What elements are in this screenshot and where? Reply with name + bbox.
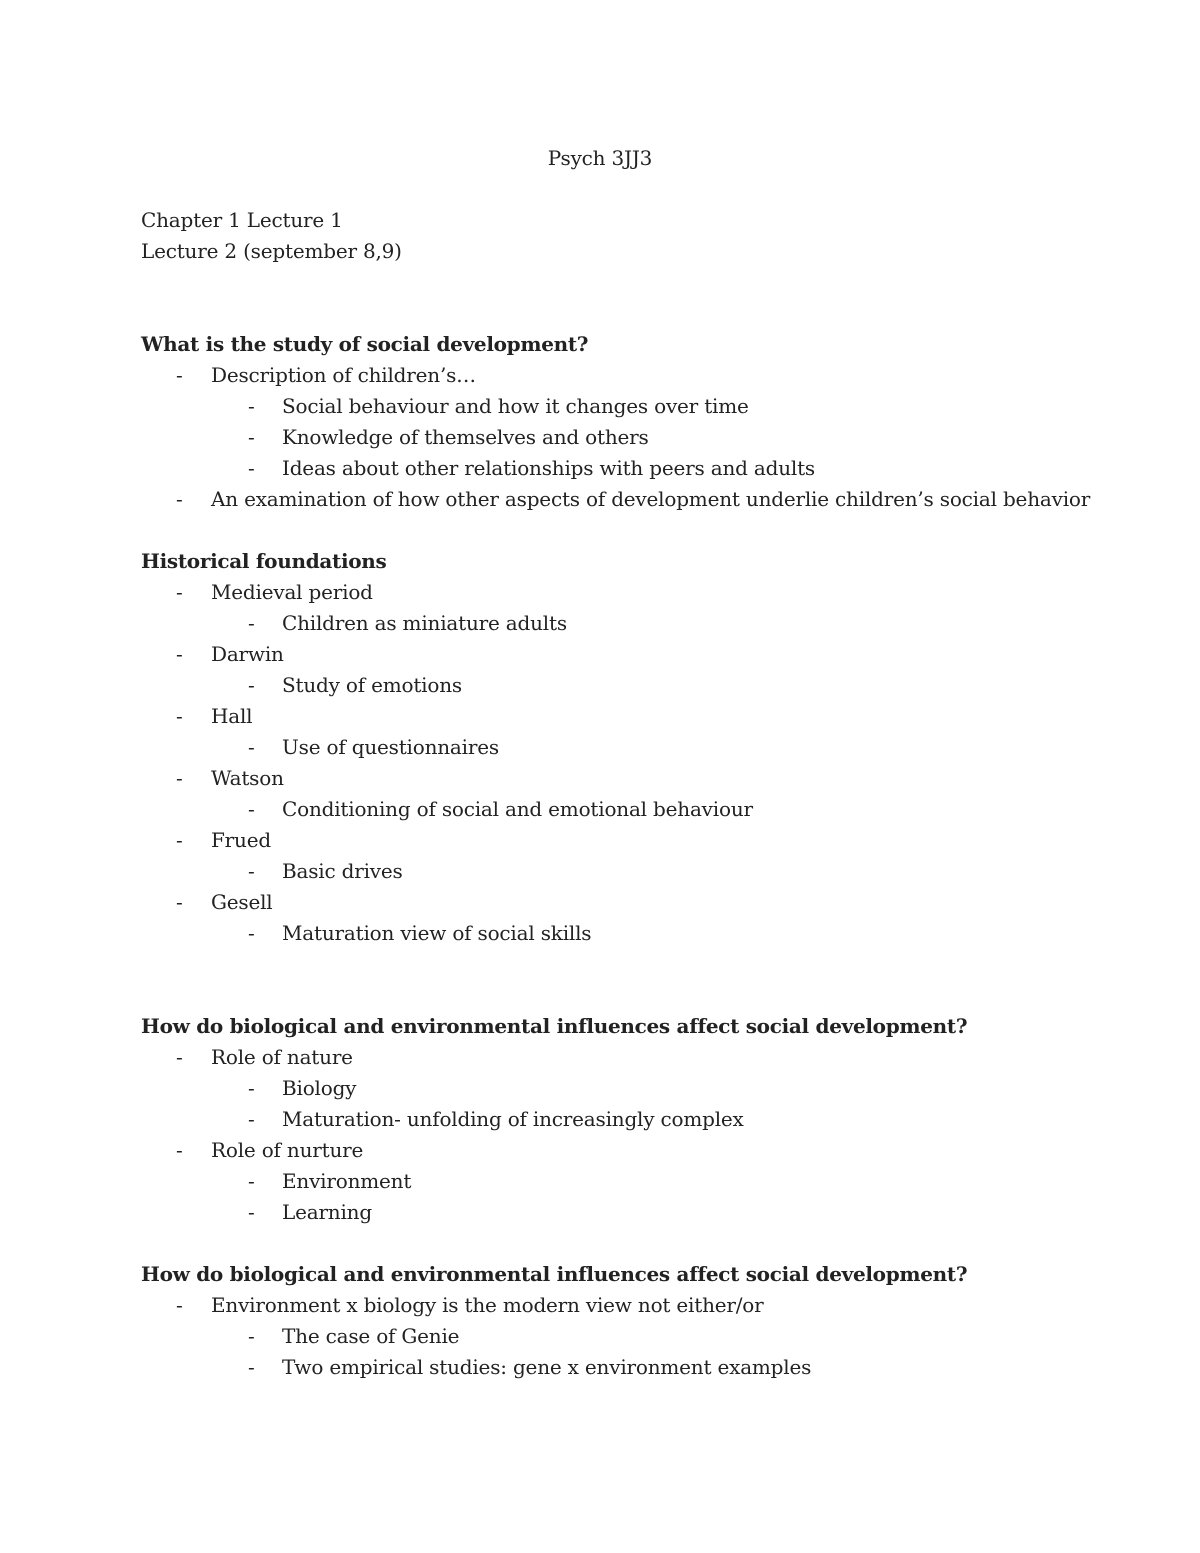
bullet-dash: - bbox=[248, 1107, 255, 1131]
bullet-dash: - bbox=[176, 363, 183, 387]
section-heading-historical-foundations: Historical foundations bbox=[141, 549, 387, 573]
sub-list-item: - The case of Genie bbox=[0, 1321, 1200, 1352]
bullet-dash: - bbox=[176, 580, 183, 604]
bullet-dash: - bbox=[248, 456, 255, 480]
list-item: - Darwin bbox=[0, 639, 1200, 670]
bullet-dash: - bbox=[248, 1169, 255, 1193]
section-heading-influences-2: How do biological and environmental influences affect social development? bbox=[141, 1262, 968, 1286]
bullet-dash: - bbox=[248, 1355, 255, 1379]
bullet-dash: - bbox=[248, 859, 255, 883]
list-item: - Description of children’s… bbox=[0, 360, 1200, 391]
bullet-dash: - bbox=[176, 1138, 183, 1162]
bullet-dash: - bbox=[176, 1293, 183, 1317]
bullet-dash: - bbox=[248, 673, 255, 697]
bullet-dash: - bbox=[176, 828, 183, 852]
bullet-dash: - bbox=[248, 921, 255, 945]
list-item: - Gesell bbox=[0, 887, 1200, 918]
bullet-dash: - bbox=[248, 425, 255, 449]
list-item: - Environment x biology is the modern view not either/or bbox=[0, 1290, 1200, 1321]
sub-list-item: - Use of questionnaires bbox=[0, 732, 1200, 763]
bullet-dash: - bbox=[176, 1045, 183, 1069]
list-item: - Medieval period bbox=[0, 577, 1200, 608]
sub-list-item: - Children as miniature adults bbox=[0, 608, 1200, 639]
bullet-dash: - bbox=[248, 394, 255, 418]
section-heading-influences-1: How do biological and environmental influences affect social development? bbox=[141, 1014, 968, 1038]
sub-list-item: - Maturation view of social skills bbox=[0, 918, 1200, 949]
list-item: - Watson bbox=[0, 763, 1200, 794]
bullet-dash: - bbox=[176, 890, 183, 914]
document-title: Psych 3JJ3 bbox=[547, 146, 653, 170]
bullet-dash: - bbox=[248, 1076, 255, 1100]
sub-list-item: - Conditioning of social and emotional behaviour bbox=[0, 794, 1200, 825]
sub-list-item: - Maturation- unfolding of increasingly complex bbox=[0, 1104, 1200, 1135]
sub-list-item: - Two empirical studies: gene x environment examples bbox=[0, 1352, 1200, 1383]
section-heading-social-development: What is the study of social development? bbox=[141, 332, 589, 356]
list-item: - An examination of how other aspects of development underlie children’s social behavior bbox=[0, 484, 1200, 515]
list-item: - Hall bbox=[0, 701, 1200, 732]
bullet-dash: - bbox=[176, 704, 183, 728]
bullet-dash: - bbox=[248, 735, 255, 759]
bullet-dash: - bbox=[248, 797, 255, 821]
sub-list-item: - Study of emotions bbox=[0, 670, 1200, 701]
sub-list-item: - Knowledge of themselves and others bbox=[0, 422, 1200, 453]
list-item: - Role of nature bbox=[0, 1042, 1200, 1073]
bullet-dash: - bbox=[248, 1324, 255, 1348]
sub-list-item: - Basic drives bbox=[0, 856, 1200, 887]
bullet-dash: - bbox=[248, 611, 255, 635]
bullet-dash: - bbox=[176, 766, 183, 790]
sub-list-item: - Environment bbox=[0, 1166, 1200, 1197]
lecture-line: Lecture 2 (september 8,9) bbox=[141, 239, 402, 263]
sub-list-item: - Ideas about other relationships with peers and adults bbox=[0, 453, 1200, 484]
sub-list-item: - Learning bbox=[0, 1197, 1200, 1228]
list-item: - Role of nurture bbox=[0, 1135, 1200, 1166]
bullet-dash: - bbox=[176, 642, 183, 666]
sub-list-item: - Social behaviour and how it changes over time bbox=[0, 391, 1200, 422]
bullet-dash: - bbox=[248, 1200, 255, 1224]
sub-list-item: - Biology bbox=[0, 1073, 1200, 1104]
chapter-line: Chapter 1 Lecture 1 bbox=[141, 208, 343, 232]
bullet-dash: - bbox=[176, 487, 183, 511]
list-item: - Frued bbox=[0, 825, 1200, 856]
